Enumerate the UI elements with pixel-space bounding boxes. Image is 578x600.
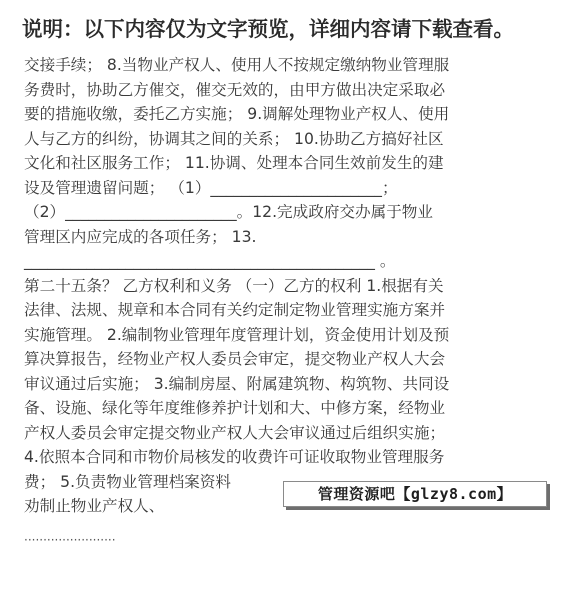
text-line: 4.依照本合同和市物价局核发的收费许可证收取物业管理服务	[24, 448, 445, 466]
text-line: 实施管理。 2.编制物业管理年度管理计划，资金使用计划及预	[24, 325, 450, 344]
text-line: 法律、法规、规章和本合同有关约定制定物业管理实施方案并	[24, 301, 446, 319]
text-line: 交接手续； 8.当物业产权人、使用人不按规定缴纳物业管理服	[24, 56, 450, 74]
contract-text	[24, 53, 564, 519]
text-line: 文化和社区服务工作； 11.协调、处理本合同生效前发生的建	[24, 154, 444, 172]
text-line: 人与乙方的纠纷，协调其之间的关系； 10.协助乙方搞好社区	[24, 129, 444, 148]
text-line: 第二十五条？ 乙方权利和义务 （一）乙方的权利 1.根据有关	[24, 276, 444, 295]
text-line: 管理区内应完成的各项任务； 13.	[24, 227, 257, 246]
text-line: （2）______________________。12.完成政府交办属于物业	[24, 203, 433, 221]
text-line: 算决算报告，经物业产权人委员会审定，提交物业产权人大会	[24, 350, 446, 368]
text-line: 审议通过后实施； 3.编制房屋、附属建筑物、构筑物、共同设	[24, 374, 450, 393]
text-line: _____________________________________________ 。	[24, 252, 396, 270]
text-line: 要的措施收缴，委托乙方实施； 9.调解处理物业产权人、使用	[24, 105, 450, 123]
text-line: 产权人委员会审定提交物业产权人大会审议通过后组织实施；	[24, 423, 446, 442]
watermark-badge: 管理资源吧【glzy8.com】	[283, 481, 547, 507]
continuation-dots: ························	[24, 533, 116, 547]
text-line: 备、设施、绿化等年度维修养护计划和大、中修方案，经物业	[24, 399, 446, 417]
text-line: 费； 5.负责物业管理档案资料	[24, 472, 231, 491]
text-line: 务费时，协助乙方催交，催交无效的，由甲方做出决定采取必	[24, 80, 446, 99]
preview-notice: 说明：以下内容仅为文字预览，详细内容请下载查看。	[22, 17, 514, 41]
text-line: 设及管理遗留问题； （1）______________________；	[24, 178, 398, 197]
text-line: 劝制止物业产权人、	[24, 497, 165, 515]
